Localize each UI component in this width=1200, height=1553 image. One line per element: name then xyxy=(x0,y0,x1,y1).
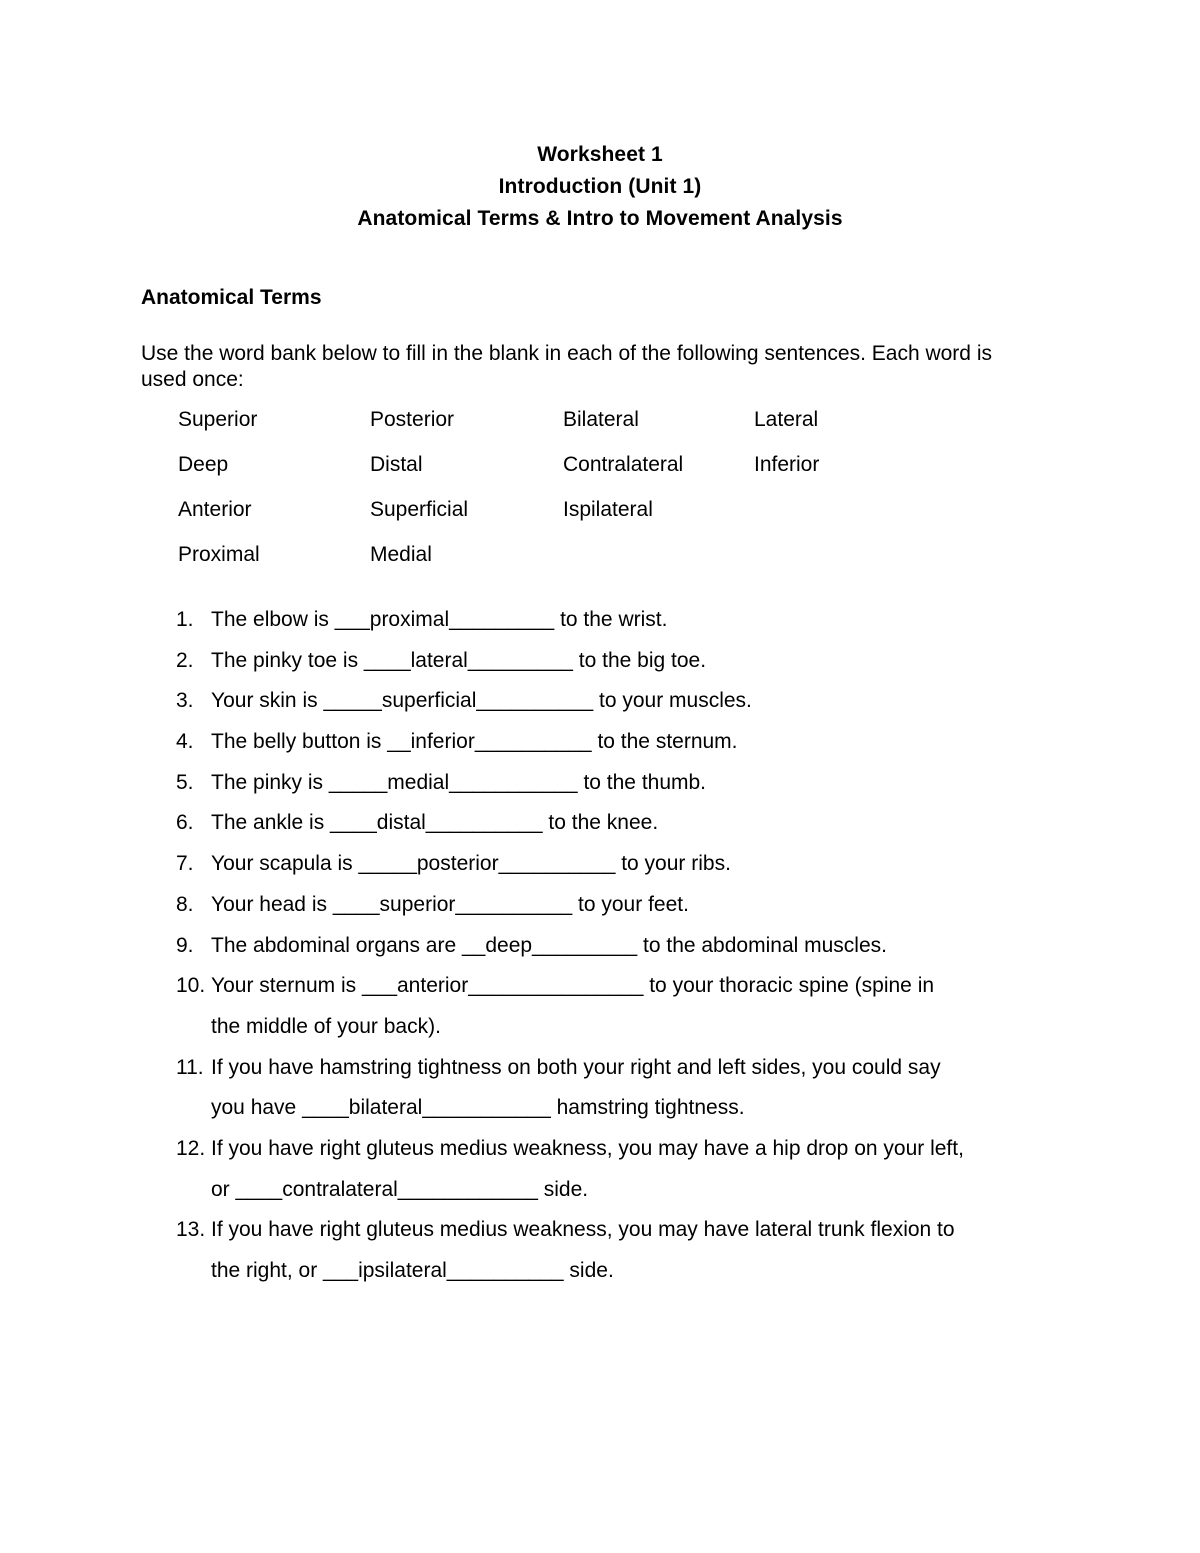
question-item xyxy=(176,1132,1076,1173)
question-text: Your scapula is _____posterior__________ to your ribs. xyxy=(211,852,731,876)
word-bank-term: Proximal xyxy=(178,543,260,566)
question-number: 7. xyxy=(176,852,194,876)
question-text: The abdominal organs are __deep_________ to the abdominal muscles. xyxy=(211,933,887,957)
question-item xyxy=(176,725,1076,766)
question-text: Your sternum is ___anterior_______________ to your thoracic spine (spine in xyxy=(211,974,935,998)
word-bank-term: Ispilateral xyxy=(563,498,653,521)
question-number: 11. xyxy=(176,1055,204,1079)
question-continuation xyxy=(176,1173,1076,1214)
question-text: If you have right gluteus medius weakness, you may have lateral trunk flexion to xyxy=(211,1218,955,1242)
question-text: The belly button is __inferior__________ to the sternum. xyxy=(211,730,738,754)
worksheet-title: Worksheet 1 xyxy=(537,143,663,166)
word-bank-term: Lateral xyxy=(754,408,819,431)
word-bank-term: Inferior xyxy=(754,453,820,476)
question-item xyxy=(176,888,1076,929)
question-text: Your skin is _____superficial__________ to your muscles. xyxy=(211,689,752,713)
question-continuation xyxy=(176,1010,1076,1051)
question-number: 13. xyxy=(176,1218,206,1242)
question-text: The ankle is ____distal__________ to the knee. xyxy=(211,811,659,835)
course-title: Anatomical Terms & Intro to Movement Analysis xyxy=(357,207,843,230)
word-bank-term: Superficial xyxy=(370,498,469,521)
word-bank-term: Posterior xyxy=(370,408,455,431)
instructions-text: Use the word bank below to fill in the blank in each of the following sentences. Each word is used once: xyxy=(141,342,992,391)
question-text: Your head is ____superior__________ to your feet. xyxy=(211,892,689,916)
question-item xyxy=(176,1213,1076,1254)
question-number: 3. xyxy=(176,689,194,713)
question-text: The pinky is _____medial___________ to the thumb. xyxy=(211,770,707,794)
question-item xyxy=(176,766,1076,807)
question-number: 5. xyxy=(176,770,194,794)
question-text: If you have right gluteus medius weakness, you may have a hip drop on your left, xyxy=(211,1136,964,1160)
question-item xyxy=(176,969,1076,1010)
question-text: The pinky toe is ____lateral_________ to the big toe. xyxy=(211,648,707,672)
word-bank-term: Medial xyxy=(370,543,432,566)
question-number: 2. xyxy=(176,648,194,672)
question-text: The elbow is ___proximal_________ to the wrist. xyxy=(211,608,668,631)
question-number: 4. xyxy=(176,730,194,754)
word-bank-term: Distal xyxy=(370,453,423,476)
question-item xyxy=(176,806,1076,847)
question-number: 1. xyxy=(176,608,194,631)
word-bank-term: Contralateral xyxy=(563,453,684,476)
section-heading: Anatomical Terms xyxy=(141,286,322,309)
question-number: 10. xyxy=(176,974,206,998)
question-number: 9. xyxy=(176,933,194,957)
question-list xyxy=(176,603,1076,1295)
question-item xyxy=(176,1051,1076,1092)
question-number: 12. xyxy=(176,1136,206,1160)
question-text: or ____contralateral____________ side. xyxy=(211,1177,589,1201)
word-bank-term: Superior xyxy=(178,408,258,431)
question-number: 8. xyxy=(176,892,194,916)
question-number: 6. xyxy=(176,811,194,835)
word-bank-term: Bilateral xyxy=(563,408,639,431)
question-continuation xyxy=(176,1091,1076,1132)
question-continuation xyxy=(176,1254,1076,1295)
question-text: you have ____bilateral___________ hamstring tightness. xyxy=(211,1096,745,1120)
question-text: If you have hamstring tightness on both your right and left sides, you could say xyxy=(211,1055,941,1079)
question-item xyxy=(176,929,1076,970)
question-item xyxy=(176,684,1076,725)
question-item xyxy=(176,603,1076,644)
question-item xyxy=(176,847,1076,888)
question-item xyxy=(176,644,1076,685)
question-text: the right, or ___ipsilateral__________ side. xyxy=(211,1259,614,1282)
question-text: the middle of your back). xyxy=(211,1014,441,1038)
unit-subtitle: Introduction (Unit 1) xyxy=(498,175,702,198)
title-block xyxy=(0,139,1200,235)
word-bank-term: Deep xyxy=(178,453,229,476)
word-bank-term: Anterior xyxy=(178,498,252,521)
